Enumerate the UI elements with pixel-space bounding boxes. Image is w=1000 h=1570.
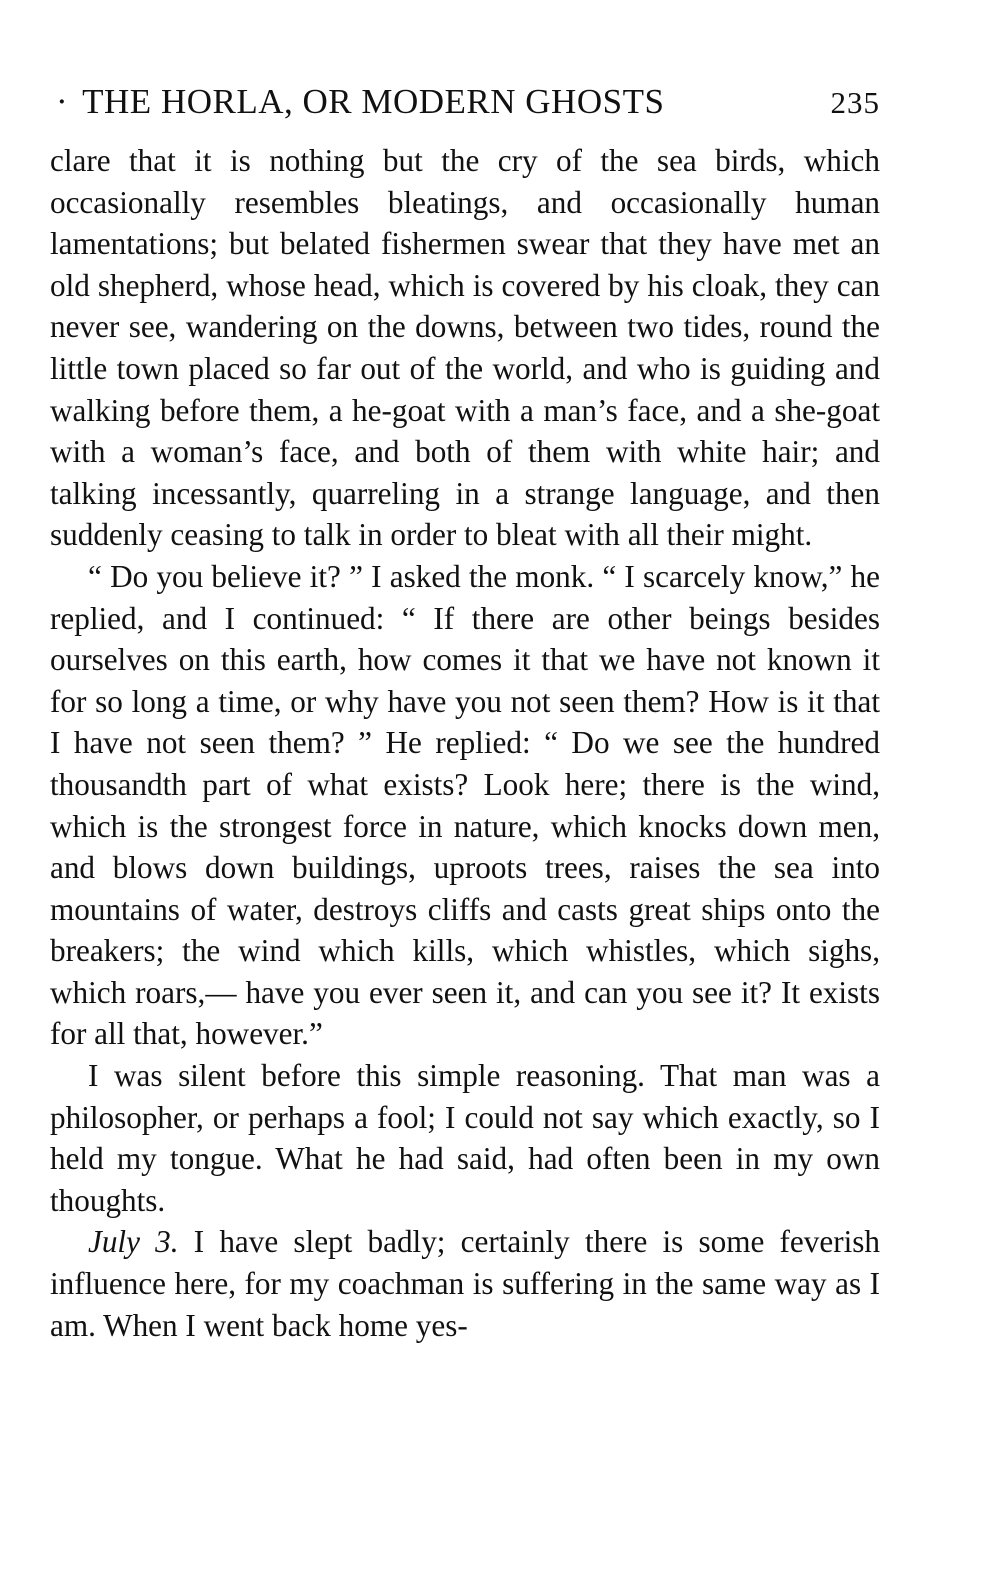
book-page	[50, 82, 880, 1346]
paragraph-continued: clare that it is nothing but the cry of the sea birds, which occasionally resembles bleatings, and occasionally human lamentations; but belated fishermen swear that they have met an old shepherd, whose head, which is covered by his cloak, they can never see, wandering on the downs, between two tides, round the little town placed so far out of the world, and who is guiding and walking before them, a he-goat with a man’s face, and a she-goat with a woman’s face, and both of them with white hair; and talking incessantly, quarreling in a strange language, and then suddenly ceasing to talk in order to bleat with all their might.	[50, 143, 880, 553]
header-bullet: ·	[56, 82, 69, 121]
running-title: THE HORLA, OR MODERN GHOSTS	[82, 82, 665, 121]
body-text	[50, 140, 880, 1346]
running-header	[50, 82, 880, 134]
paragraph-monk-dialogue: “ Do you believe it? ” I asked the monk. “ I scarcely know,” he replied, and I continued: “ If there are other beings besides ourselves on this earth, how comes it that we have not known it for so long a time, or why have you not seen them? How is it that I have not seen them? ” He replied: “ Do we see the hundred thousandth part of what exists? Look here; there is the wind, which is the strongest force in nature, which knocks down men, and blows down buildings, uproots trees, raises the sea into mountains of water, destroys cliffs and casts great ships onto the breakers; the wind which kills, which whistles, which sighs, which roars,— have you ever seen it, and can you see it? It exists for all that, however.”	[50, 558, 880, 1052]
entry-date: July 3.	[88, 1224, 179, 1260]
page-number: 235	[830, 85, 880, 120]
paragraph-silent-reasoning: I was silent before this simple reasoning. That man was a philosopher, or perhaps a fool; I could not say which exactly, so I held my tongue. What he had said, had often been in my own thoughts.	[50, 1058, 880, 1218]
entry-text: I have slept badly; certainly there is some feverish influence here, for my coachman is suffering in the same way as I am. When I went back home yes-	[50, 1224, 880, 1343]
diary-entry-july-3	[50, 1221, 880, 1346]
